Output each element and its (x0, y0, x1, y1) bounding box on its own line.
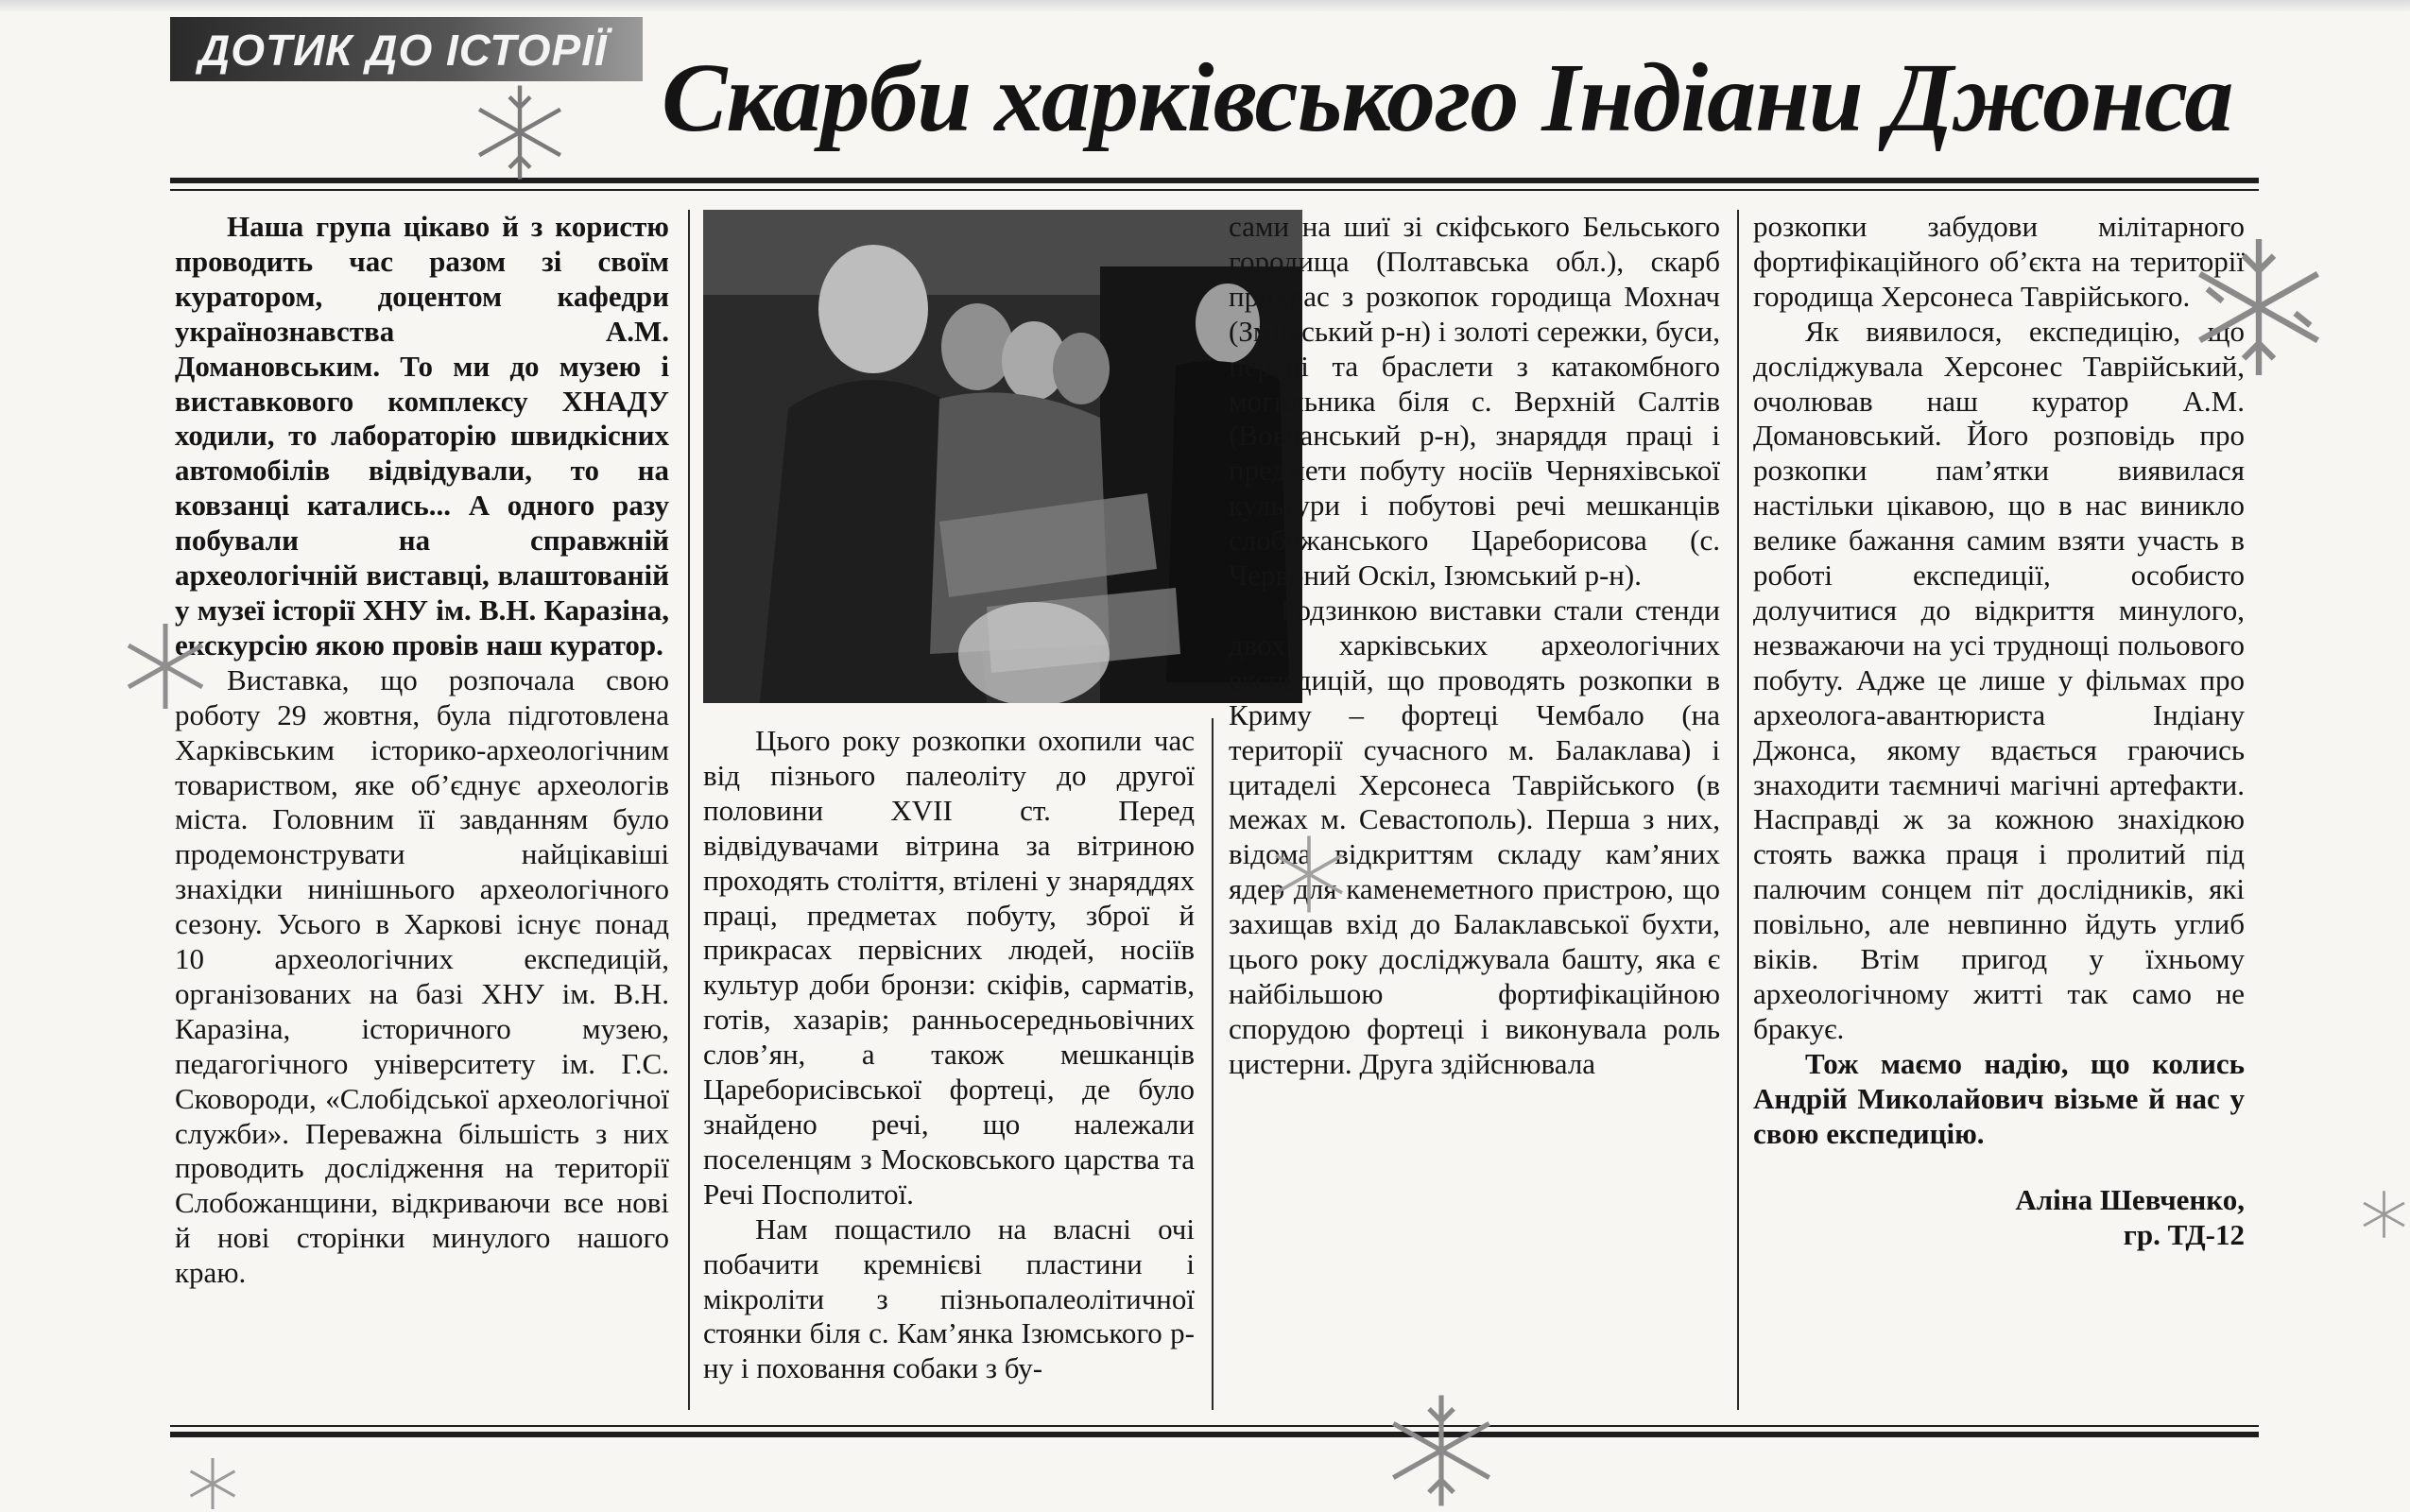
column-divider (688, 210, 690, 1410)
snowflake-icon (2358, 1172, 2410, 1257)
paragraph: сами на шиї зі скіфського Бельського городища (Полтавська обл.), скарб прикрас з розкопок городища Мохнач (Зміївський р-н) і золоті сережки, буси, персні та браслети з катакомбного могильника біля с. Верхній Салтів (Вовчанський р-н), знаряддя праці і предмети побуту носіїв Черняхівської культури і побутові речі мешканців слобожанського Цареборисова (с. Червоний Оскіл, Ізюмський р-н). (1229, 210, 1720, 593)
column-3 (1229, 210, 1720, 1082)
rubric-label: ДОТИК ДО ІСТОРІЇ (198, 26, 608, 75)
paragraph: Нам пощастило на власні очі побачити кремнієві пластини і мікроліти з пізньопалеолітичної стоянки біля с. Кам’янка Ізюмського р-ну і поховання собаки з бу- (703, 1211, 1195, 1385)
snowflake-icon (468, 80, 572, 184)
previous-page-strip (0, 0, 2410, 11)
footer-rule-thick (170, 1432, 2259, 1437)
paragraph: Як виявилося, експедицію, що досліджувала Херсонес Таврійський, очолював наш куратор А.М. Домановський. Його розповідь про розкопки пам’ятки виявилася настільки цікавою, що в нас виникло велике бажання самим взяти участь в роботі експедиції, особисто долучитися до відкриття минулого, незважаючи на усі труднощі польового побуту. Адже це лише у фільмах про археолога-авантюриста Індіану Джонса, якому вдається граючись знаходити таємничі магічні артефакти. Насправді ж за кожною знахідкою стоять важка праця і пролитий під палючим сонцем піт дослідників, які повільно, але невпинно йдуть углиб віків. Втім пригод у їхньому археологічному житті так само не бракує. (1753, 314, 2245, 1045)
snowflake-icon (1266, 832, 1351, 917)
lead-paragraph: Наша група цікаво й з користю проводить час разом зі своїм куратором, доцентом кафедри українознавства А.М. Домановським. То ми до музею і виставкового комплексу ХНАДУ ходили, то лабораторію швидкісних автомобілів відвідували, то на ковзанці катались... А одного разу побували на справжній археологічній виставці, влаштованій у музеї історії ХНУ ім. В.Н. Каразіна, екскурсію якою провів наш куратор. (175, 210, 669, 662)
article-headline: Скарби харківського Індіани Джонса (662, 43, 2233, 152)
snowflake-icon (1351, 1389, 1531, 1512)
column-1 (175, 210, 669, 1291)
paragraph: Виставка, що розпочала свою роботу 29 жовтня, була підготовлена Харківським історико-археологічним товариством, яке об’єднує археологів міста. Головним її завданням було продемонструвати найцікавіші знахідки нинішнього археологічного сезону. Усього в Харкові існує понад 10 археологічних експедицій, організованих на базі ХНУ ім. В.Н. Каразіна, історичного музею, педагогічного університету ім. Г.С. Сковороди, «Слобідської археологічної служби». Переважна більшість з них проводить дослідження на території Слобожанщини, відкриваючи все нові й нові сторінки минулого нашого краю. (175, 662, 669, 1290)
column-divider (1737, 210, 1739, 1410)
footer-rule-thin (170, 1425, 2259, 1427)
author-group: гр. ТД-12 (2123, 1218, 2245, 1252)
snowflake-icon (118, 619, 213, 713)
header-rule-thin (170, 189, 2259, 191)
column-4 (1753, 210, 2245, 1253)
paragraph: Родзинкою виставки стали стенди двох харківських археологічних експедицій, що проводять розкопки в Криму – фортеці Чембало (на території сучасного м. Балаклава) і цитаделі Херсонеса Таврійського (в межах м. Севастополь). Перша з них, відома відкриттям складу кам’яних ядер для каменеметного пристрою, що захищав вхід до Балаклавської бухти, цього року досліджувала башту, яка є найбільшою фортифікаційною спорудою фортеці і виконувала роль цистерни. Друга здійснювала (1229, 593, 1720, 1080)
closing-paragraph: Тож маємо надію, що колись Андрій Миколайович візьме й нас у свою експедицію. (1753, 1046, 2245, 1150)
column-divider (1212, 718, 1214, 1410)
exhibition-photo (703, 210, 1302, 703)
snowflake-icon (2183, 232, 2334, 383)
snowflake-icon (170, 1455, 255, 1512)
paragraph: Цього року розкопки охопили час від пізнього палеоліту до другої половини XVII ст. Перед відвідувачами вітрина за вітриною проходять століття, втілені у знаряддях праці, предметах побуту, зброї й прикрасах первісних людей, носіїв культур доби бронзи: скіфів, сарматів, готів, хазарів; ранньосередньовічних слов’ян, а також мешканців Цареборисівської фортеці, де було знайдено речі, що належали поселенцям з Московського царства та Речі Посполитої. (703, 724, 1195, 1211)
rubric-banner (170, 17, 643, 81)
paragraph: розкопки забудови мілітарного фортифікаційного об’єкта на території городища Херсонеса Таврійського. (1753, 210, 2245, 313)
author-name: Аліна Шевченко, (2015, 1183, 2245, 1217)
column-2 (703, 724, 1195, 1386)
